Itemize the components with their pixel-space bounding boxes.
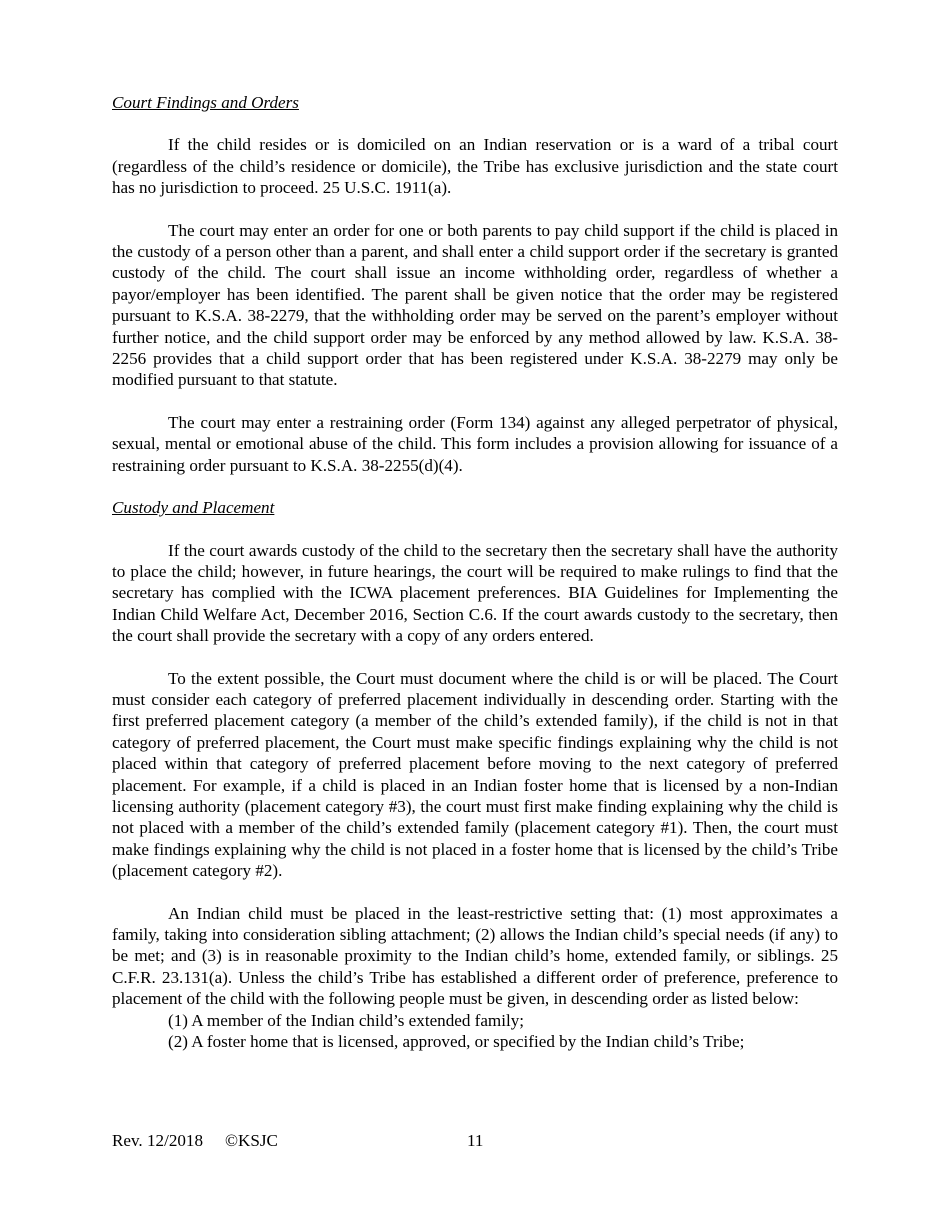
list-item: (2) A foster home that is licensed, approved, or specified by the Indian child’s Tribe; (168, 1032, 745, 1052)
placement-preference-list (112, 1010, 838, 1053)
list-item: (1) A member of the Indian child’s extended family; (168, 1010, 525, 1030)
revision-date: Rev. 12/2018 (112, 1131, 204, 1150)
copyright-notice: ©KSJC (225, 1131, 278, 1150)
paragraph-child-support: The court may enter an order for one or both parents to pay child support if the child is placed in the custody of a person other than a parent, and shall enter a child support order if the secretary is granted custody of the child. The court shall issue an income withholding order, regardless of whether a payor/employer has been identified. The parent shall be given notice that the order may be registered pursuant to K.S.A. 38-2279, that the withholding order may be served on the parent’s employer without further notice, and the child support order may be enforced by any method allowed by law. K.S.A. 38-2256 provides that a child support order that has been registered under K.S.A. 38-2279 may only be modified pursuant to that statute. (112, 220, 838, 390)
page-footer (112, 1130, 838, 1152)
paragraph-secretary-custody: If the court awards custody of the child to the secretary then the secretary shall have the authority to place the child; however, in future hearings, the court will be required to make rulings to find that the secretary has complied with the ICWA placement preferences. BIA Guidelines for Implementing the Indian Child Welfare Act, December 2016, Section C.6. If the court awards custody to the secretary, then the court shall provide the secretary with a copy of any orders entered. (112, 540, 838, 646)
paragraph-restraining-order: The court may enter a restraining order (Form 134) against any alleged perpetrator of physical, sexual, mental or emotional abuse of the child. This form includes a provision allowing for issuance of a restraining order pursuant to K.S.A. 38-2255(d)(4). (112, 412, 838, 475)
page-number: 11 (467, 1131, 484, 1150)
paragraph-tribal-jurisdiction: If the child resides or is domiciled on an Indian reservation or is a ward of a tribal court (regardless of the child’s residence or domicile), the Tribe has exclusive jurisdiction and the state court has no jurisdiction to proceed. 25 U.S.C. 1911(a). (112, 135, 838, 198)
document-page (112, 92, 838, 1052)
paragraph-placement-documentation: To the extent possible, the Court must document where the child is or will be placed. The Court must consider each category of preferred placement individually in descending order. Starting with the first preferred placement category (a member of the child’s extended family), if the child is not in that category of preferred placement, the Court must make specific findings explaining why the child is not placed within that category of preferred placement before moving to the next category of preferred placement. For example, if a child is placed in an Indian foster home that is licensed by a non-Indian licensing authority (placement category #3), the court must first make finding explaining why the child is not placed with a member of the child’s extended family (placement category #1). Then, the court must make findings explaining why the child is not placed in a foster home that is licensed by the child’s Tribe (placement category #2). (112, 668, 838, 881)
section-heading-custody-placement: Custody and Placement (112, 498, 275, 518)
paragraph-least-restrictive-setting: An Indian child must be placed in the least-restrictive setting that: (1) most approximates a family, taking into consideration sibling attachment; (2) allows the Indian child’s special needs (if any) to be met; and (3) is in reasonable proximity to the Indian child’s home, extended family, or siblings. 25 C.F.R. 23.131(a). Unless the child’s Tribe has established a different order of preference, preference to placement of the child with the following people must be given, in descending order as listed below: (112, 903, 838, 1009)
section-heading-court-findings: Court Findings and Orders (112, 93, 299, 112)
